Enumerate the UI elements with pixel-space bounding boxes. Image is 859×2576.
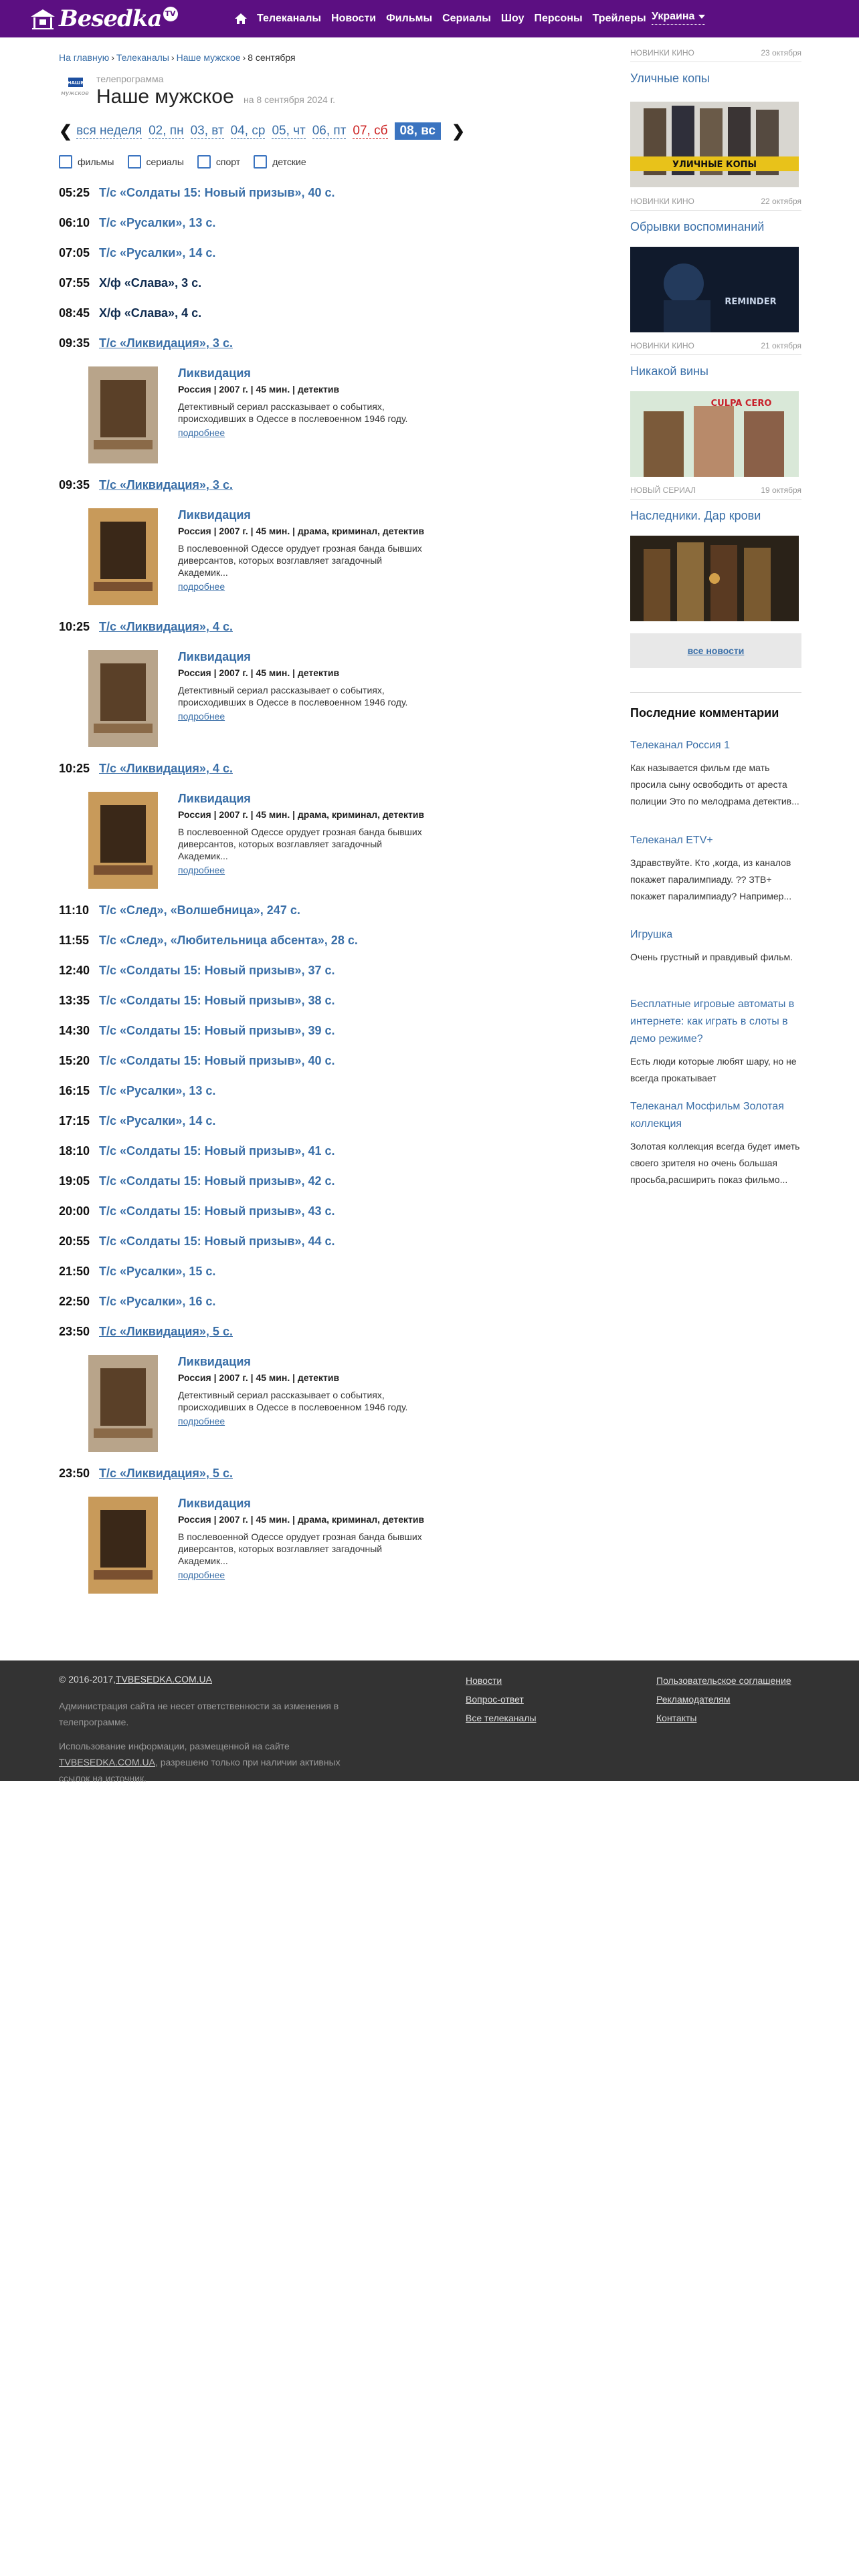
schedule-title[interactable]: Т/с «Ликвидация», 4 с. — [99, 762, 233, 775]
schedule-time: 10:25 — [59, 620, 90, 633]
schedule-row — [59, 186, 460, 216]
top-navigation-bar — [0, 0, 859, 37]
schedule-time: 11:55 — [59, 934, 90, 947]
schedule-row — [59, 336, 460, 366]
program-card-body — [178, 1497, 425, 1581]
filter-label: фильмы — [78, 156, 114, 167]
news-image[interactable] — [630, 391, 799, 477]
schedule-row — [59, 1024, 460, 1054]
usage-text-b: , разрешено только при наличии активных ссылок на источник. — [59, 1757, 341, 1784]
region-selector[interactable] — [652, 11, 705, 25]
schedule-time: 09:35 — [59, 478, 90, 492]
schedule-time: 06:10 — [59, 216, 90, 229]
schedule-title: Х/ф «Слава», 4 с. — [99, 306, 202, 320]
breadcrumb-home[interactable]: На главную — [59, 52, 110, 63]
svg-text:НАШЕ: НАШЕ — [67, 80, 84, 86]
comments-heading: Последние комментарии — [630, 706, 779, 720]
program-card-body — [178, 792, 425, 876]
chevron-left-icon[interactable]: ❮ — [59, 122, 73, 140]
news-item — [630, 48, 801, 86]
news-date: 23 октября — [761, 48, 801, 58]
footer-link-contacts[interactable]: Контакты — [656, 1713, 697, 1723]
footer-disclaimer: Администрация сайта не несет ответственности за изменения в телепрограмме. — [59, 1701, 339, 1727]
program-title[interactable]: Ликвидация — [178, 650, 251, 663]
comment-item — [630, 1098, 801, 1188]
more-link[interactable]: подробнее — [178, 1570, 225, 1580]
news-date: 21 октября — [761, 341, 801, 350]
copyright-text: © 2016-2017, — [59, 1674, 116, 1685]
schedule-title[interactable]: Т/с «Солдаты 15: Новый призыв», 38 с. — [99, 994, 335, 1007]
news-image[interactable] — [630, 102, 799, 187]
schedule-row — [59, 1174, 460, 1204]
comment-title[interactable]: Телеканал Россия 1 — [630, 740, 731, 751]
news-image-text: CULPA CERO — [710, 399, 772, 409]
region-label: Украина — [652, 11, 695, 22]
schedule-row — [59, 964, 460, 994]
footer-link-faq[interactable]: Вопрос-ответ — [466, 1694, 524, 1705]
usage-text-a: Использование информации, размещенной на сайте — [59, 1741, 290, 1751]
chevron-right-icon[interactable]: ❯ — [451, 122, 466, 140]
schedule-title[interactable]: Т/с «Солдаты 15: Новый призыв», 37 с. — [99, 964, 335, 977]
news-item — [630, 486, 801, 523]
schedule-time: 16:15 — [59, 1084, 90, 1097]
comment-item — [630, 926, 801, 966]
program-card — [59, 508, 460, 620]
breadcrumb-channel[interactable]: Наше мужское — [176, 52, 241, 63]
day-week[interactable]: вся неделя — [76, 123, 142, 138]
news-header — [630, 48, 801, 62]
news-category: НОВИНКИ КИНО — [630, 197, 694, 206]
checkbox[interactable] — [128, 155, 141, 169]
program-description: В послевоенной Одессе орудует грозная банда бывших диверсантов, которых возглавляет загадочный Академик... — [178, 543, 422, 578]
program-description: Детективный сериал рассказывает о событиях, происходивших в Одессе в послевоенном 1946 году. — [178, 1390, 408, 1412]
schedule-title[interactable]: Т/с «Солдаты 15: Новый призыв», 39 с. — [99, 1024, 335, 1037]
nav-item-persons[interactable]: Персоны — [534, 13, 583, 24]
day-sat[interactable]: 07, сб — [353, 123, 388, 138]
filter-label: спорт — [215, 156, 241, 167]
news-image[interactable] — [630, 536, 799, 621]
day-thu[interactable]: 05, чт — [272, 123, 306, 138]
schedule-row — [59, 1204, 460, 1235]
comment-title[interactable]: Телеканал ETV+ — [630, 835, 713, 846]
schedule-row — [59, 1325, 460, 1355]
news-image[interactable] — [630, 247, 799, 332]
program-title[interactable]: Ликвидация — [178, 1355, 251, 1368]
gazebo-logo-icon — [29, 7, 56, 30]
news-category: НОВИНКИ КИНО — [630, 48, 694, 58]
schedule-time: 07:55 — [59, 276, 90, 290]
news-title[interactable]: Наследники. Дар крови — [630, 509, 761, 522]
program-poster[interactable] — [88, 366, 158, 463]
nav-item-news[interactable]: Новости — [331, 13, 377, 24]
filter-kids[interactable] — [254, 155, 306, 169]
schedule-title[interactable]: Т/с «Русалки», 14 с. — [99, 246, 216, 259]
program-description: Детективный сериал рассказывает о событиях, происходивших в Одессе в послевоенном 1946 году. — [178, 685, 408, 708]
logo-tv-badge: TV — [163, 7, 178, 21]
filter-sport[interactable] — [197, 155, 240, 169]
schedule-title[interactable]: Т/с «След», «Любительница абсента», 28 с. — [99, 934, 358, 947]
comment-item — [630, 996, 801, 1087]
program-title[interactable]: Ликвидация — [178, 508, 251, 522]
comment-title[interactable]: Телеканал Мосфильм Золотая коллекция — [630, 1101, 784, 1130]
more-link[interactable]: подробнее — [178, 711, 225, 722]
schedule-time: 13:35 — [59, 994, 90, 1007]
schedule-time: 23:50 — [59, 1325, 90, 1338]
genre-filters — [59, 155, 320, 169]
all-news-button[interactable]: все новости — [630, 633, 801, 668]
news-image-text: REMINDER — [725, 297, 777, 307]
more-link[interactable]: подробнее — [178, 427, 225, 438]
schedule-row — [59, 306, 460, 336]
divider — [630, 692, 801, 693]
schedule-row — [59, 246, 460, 276]
day-navigation — [59, 120, 465, 142]
filter-films[interactable] — [59, 155, 114, 169]
program-poster[interactable] — [88, 508, 158, 605]
program-meta: Россия | 2007 г. | 45 мин. | детектив — [178, 667, 340, 678]
day-tue[interactable]: 03, вт — [190, 123, 224, 138]
news-date: 19 октября — [761, 486, 801, 495]
main-nav — [234, 0, 656, 37]
chevron-down-icon — [698, 15, 705, 19]
day-fri[interactable]: 06, пт — [312, 123, 347, 138]
footer-usage-note — [59, 1738, 373, 1786]
schedule-title[interactable]: Т/с «Солдаты 15: Новый призыв», 40 с. — [99, 186, 335, 199]
day-mon[interactable]: 02, пн — [149, 123, 184, 138]
day-sun-active[interactable]: 08, вс — [395, 122, 441, 140]
schedule-time: 18:10 — [59, 1144, 90, 1158]
checkbox[interactable] — [254, 155, 267, 169]
schedule-time: 17:15 — [59, 1114, 90, 1128]
schedule-title[interactable]: Т/с «Русалки», 15 с. — [99, 1265, 216, 1278]
schedule-title[interactable]: Т/с «Солдаты 15: Новый призыв», 41 с. — [99, 1144, 335, 1158]
schedule-row — [59, 1084, 460, 1114]
program-poster[interactable] — [88, 1355, 158, 1452]
program-description: В послевоенной Одессе орудует грозная банда бывших диверсантов, которых возглавляет загадочный Академик... — [178, 827, 422, 861]
program-card — [59, 792, 460, 903]
program-poster[interactable] — [88, 650, 158, 747]
comment-title[interactable]: Игрушка — [630, 929, 673, 940]
filter-series[interactable] — [128, 155, 184, 169]
program-poster[interactable] — [88, 1497, 158, 1594]
program-description: В послевоенной Одессе орудует грозная банда бывших диверсантов, которых возглавляет загадочный Академик... — [178, 1531, 422, 1566]
day-wed[interactable]: 04, ср — [230, 123, 266, 138]
schedule-title[interactable]: Т/с «След», «Волшебница», 247 с. — [99, 903, 300, 917]
program-card — [59, 1355, 460, 1467]
news-image-text: УЛИЧНЫЕ КОПЫ — [672, 160, 757, 170]
news-header — [630, 486, 801, 500]
schedule-time: 20:00 — [59, 1204, 90, 1218]
schedule-time: 10:25 — [59, 762, 90, 775]
schedule-title[interactable]: Т/с «Ликвидация», 5 с. — [99, 1467, 233, 1480]
comment-item — [630, 832, 801, 905]
program-card-body — [178, 366, 425, 439]
news-category: НОВИНКИ КИНО — [630, 341, 694, 350]
schedule-title[interactable]: Т/с «Ликвидация», 5 с. — [99, 1325, 233, 1338]
home-icon[interactable] — [234, 12, 248, 25]
program-meta: Россия | 2007 г. | 45 мин. | детектив — [178, 384, 340, 395]
breadcrumb: На главную › Телеканалы › Наше мужское › 8 сентября — [59, 52, 296, 63]
schedule-row — [59, 1295, 460, 1325]
logo-text: Besedka — [59, 5, 162, 32]
news-date: 22 октября — [761, 197, 801, 206]
program-card-body — [178, 650, 425, 722]
program-card-body — [178, 508, 425, 593]
news-item — [630, 341, 801, 379]
nav-item-shows[interactable]: Шоу — [500, 13, 524, 24]
schedule-time: 20:55 — [59, 1235, 90, 1248]
program-title[interactable]: Ликвидация — [178, 792, 251, 805]
program-card — [59, 366, 460, 478]
program-card — [59, 1497, 460, 1608]
breadcrumb-channels[interactable]: Телеканалы — [116, 52, 169, 63]
schedule-time: 14:30 — [59, 1024, 90, 1037]
program-title[interactable]: Ликвидация — [178, 1497, 251, 1510]
schedule-row — [59, 216, 460, 246]
filter-label: сериалы — [146, 156, 184, 167]
schedule-title[interactable]: Т/с «Солдаты 15: Новый призыв», 42 с. — [99, 1174, 335, 1188]
schedule-title[interactable]: Т/с «Русалки», 13 с. — [99, 216, 216, 229]
copyright-site-link[interactable]: TVBESEDKA.COM.UA — [116, 1674, 212, 1685]
schedule-title: Х/ф «Слава», 3 с. — [99, 276, 202, 290]
channel-title: Наше мужское — [96, 86, 234, 108]
schedule-row — [59, 1114, 460, 1144]
page-title — [96, 86, 335, 108]
news-header — [630, 197, 801, 211]
footer-copyright — [59, 1674, 212, 1685]
schedule-title[interactable]: Т/с «Русалки», 13 с. — [99, 1084, 216, 1097]
program-description: Детективный сериал рассказывает о событиях, происходивших в Одессе в послевоенном 1946 году. — [178, 401, 408, 424]
program-card — [59, 650, 460, 762]
program-poster[interactable] — [88, 792, 158, 889]
schedule-time: 09:35 — [59, 336, 90, 350]
comment-item — [630, 737, 801, 810]
program-card-body — [178, 1355, 425, 1427]
news-title[interactable]: Обрывки воспоминаний — [630, 220, 765, 233]
news-header — [630, 341, 801, 355]
schedule-title[interactable]: Т/с «Солдаты 15: Новый призыв», 43 с. — [99, 1204, 335, 1218]
footer-link-advertisers[interactable]: Рекламодателям — [656, 1694, 731, 1705]
program-meta: Россия | 2007 г. | 45 мин. | драма, криминал, детектив — [178, 1514, 425, 1525]
filter-label: детские — [272, 156, 306, 167]
news-title[interactable]: Никакой вины — [630, 364, 708, 378]
schedule-time: 08:45 — [59, 306, 90, 320]
schedule-time: 21:50 — [59, 1265, 90, 1278]
footer-link-news[interactable]: Новости — [466, 1675, 502, 1686]
schedule-row — [59, 994, 460, 1024]
channel-subtitle: телепрограмма — [96, 74, 164, 84]
schedule-row — [59, 478, 460, 508]
checkbox[interactable] — [197, 155, 211, 169]
comment-title[interactable]: Бесплатные игровые автоматы в интернете: как играть в слоты в демо режиме? — [630, 998, 795, 1045]
checkbox[interactable] — [59, 155, 72, 169]
usage-site-link[interactable]: TVBESEDKA.COM.UA — [59, 1757, 155, 1767]
schedule-title[interactable]: Т/с «Солдаты 15: Новый призыв», 44 с. — [99, 1235, 335, 1248]
schedule-title[interactable]: Т/с «Русалки», 14 с. — [99, 1114, 216, 1128]
svg-text:мужское: мужское — [61, 90, 89, 97]
comment-text: Есть люди которые любят шару, но не всегда прокатывает — [630, 1056, 797, 1083]
schedule-list — [59, 186, 460, 1608]
channel-logo-icon — [59, 75, 91, 107]
schedule-row — [59, 1054, 460, 1084]
site-logo[interactable] — [29, 4, 178, 33]
program-meta: Россия | 2007 г. | 45 мин. | детектив — [178, 1372, 340, 1383]
schedule-time: 07:05 — [59, 246, 90, 259]
nav-item-channels[interactable]: Телеканалы — [257, 13, 322, 24]
schedule-time: 19:05 — [59, 1174, 90, 1188]
comment-text: Очень грустный и правдивый фильм. — [630, 952, 793, 962]
schedule-row — [59, 1265, 460, 1295]
footer-link-all-channels[interactable]: Все телеканалы — [466, 1713, 537, 1723]
schedule-title[interactable]: Т/с «Ликвидация», 3 с. — [99, 336, 233, 350]
schedule-title[interactable]: Т/с «Солдаты 15: Новый призыв», 40 с. — [99, 1054, 335, 1067]
program-meta: Россия | 2007 г. | 45 мин. | драма, криминал, детектив — [178, 809, 425, 820]
schedule-row — [59, 1467, 460, 1497]
more-link[interactable]: подробнее — [178, 1416, 225, 1426]
news-item — [630, 197, 801, 234]
schedule-time: 23:50 — [59, 1467, 90, 1480]
footer-link-terms[interactable]: Пользовательское соглашение — [656, 1675, 791, 1686]
schedule-row — [59, 762, 460, 792]
program-meta: Россия | 2007 г. | 45 мин. | драма, криминал, детектив — [178, 526, 425, 536]
comment-text: Здравствуйте. Кто ,когда, из каналов покажет паралимпиаду. ?? ЗТВ+ покажет паралимпиаду? Например... — [630, 857, 792, 901]
schedule-time: 22:50 — [59, 1295, 90, 1308]
news-title[interactable]: Уличные копы — [630, 72, 710, 85]
nav-item-series[interactable]: Сериалы — [442, 13, 491, 24]
schedule-row — [59, 934, 460, 964]
comment-text: Как называется фильм где мать просила сыну освободить от ареста полиции Это по мелодрама детектив... — [630, 762, 799, 807]
nav-item-films[interactable]: Фильмы — [386, 13, 433, 24]
schedule-row — [59, 620, 460, 650]
news-category: НОВЫЙ СЕРИАЛ — [630, 486, 696, 495]
schedule-title[interactable]: Т/с «Русалки», 16 с. — [99, 1295, 216, 1308]
schedule-time: 11:10 — [59, 903, 90, 917]
schedule-title[interactable]: Т/с «Ликвидация», 4 с. — [99, 620, 233, 633]
footer — [0, 1660, 859, 1784]
schedule-time: 05:25 — [59, 186, 90, 199]
more-link[interactable]: подробнее — [178, 581, 225, 592]
more-link[interactable]: подробнее — [178, 865, 225, 875]
schedule-row — [59, 1144, 460, 1174]
schedule-row — [59, 1235, 460, 1265]
schedule-time: 12:40 — [59, 964, 90, 977]
schedule-row — [59, 276, 460, 306]
schedule-title[interactable]: Т/с «Ликвидация», 3 с. — [99, 478, 233, 492]
schedule-row — [59, 903, 460, 934]
program-title[interactable]: Ликвидация — [178, 366, 251, 380]
comment-text: Золотая коллекция всегда будет иметь своего зрителя но очень большая просьба,расширить показ фильмо... — [630, 1141, 800, 1185]
nav-item-trailers[interactable]: Трейлеры — [592, 13, 646, 24]
schedule-date: на 8 сентября 2024 г. — [243, 94, 336, 105]
breadcrumb-current: 8 сентября — [248, 52, 296, 63]
schedule-time: 15:20 — [59, 1054, 90, 1067]
